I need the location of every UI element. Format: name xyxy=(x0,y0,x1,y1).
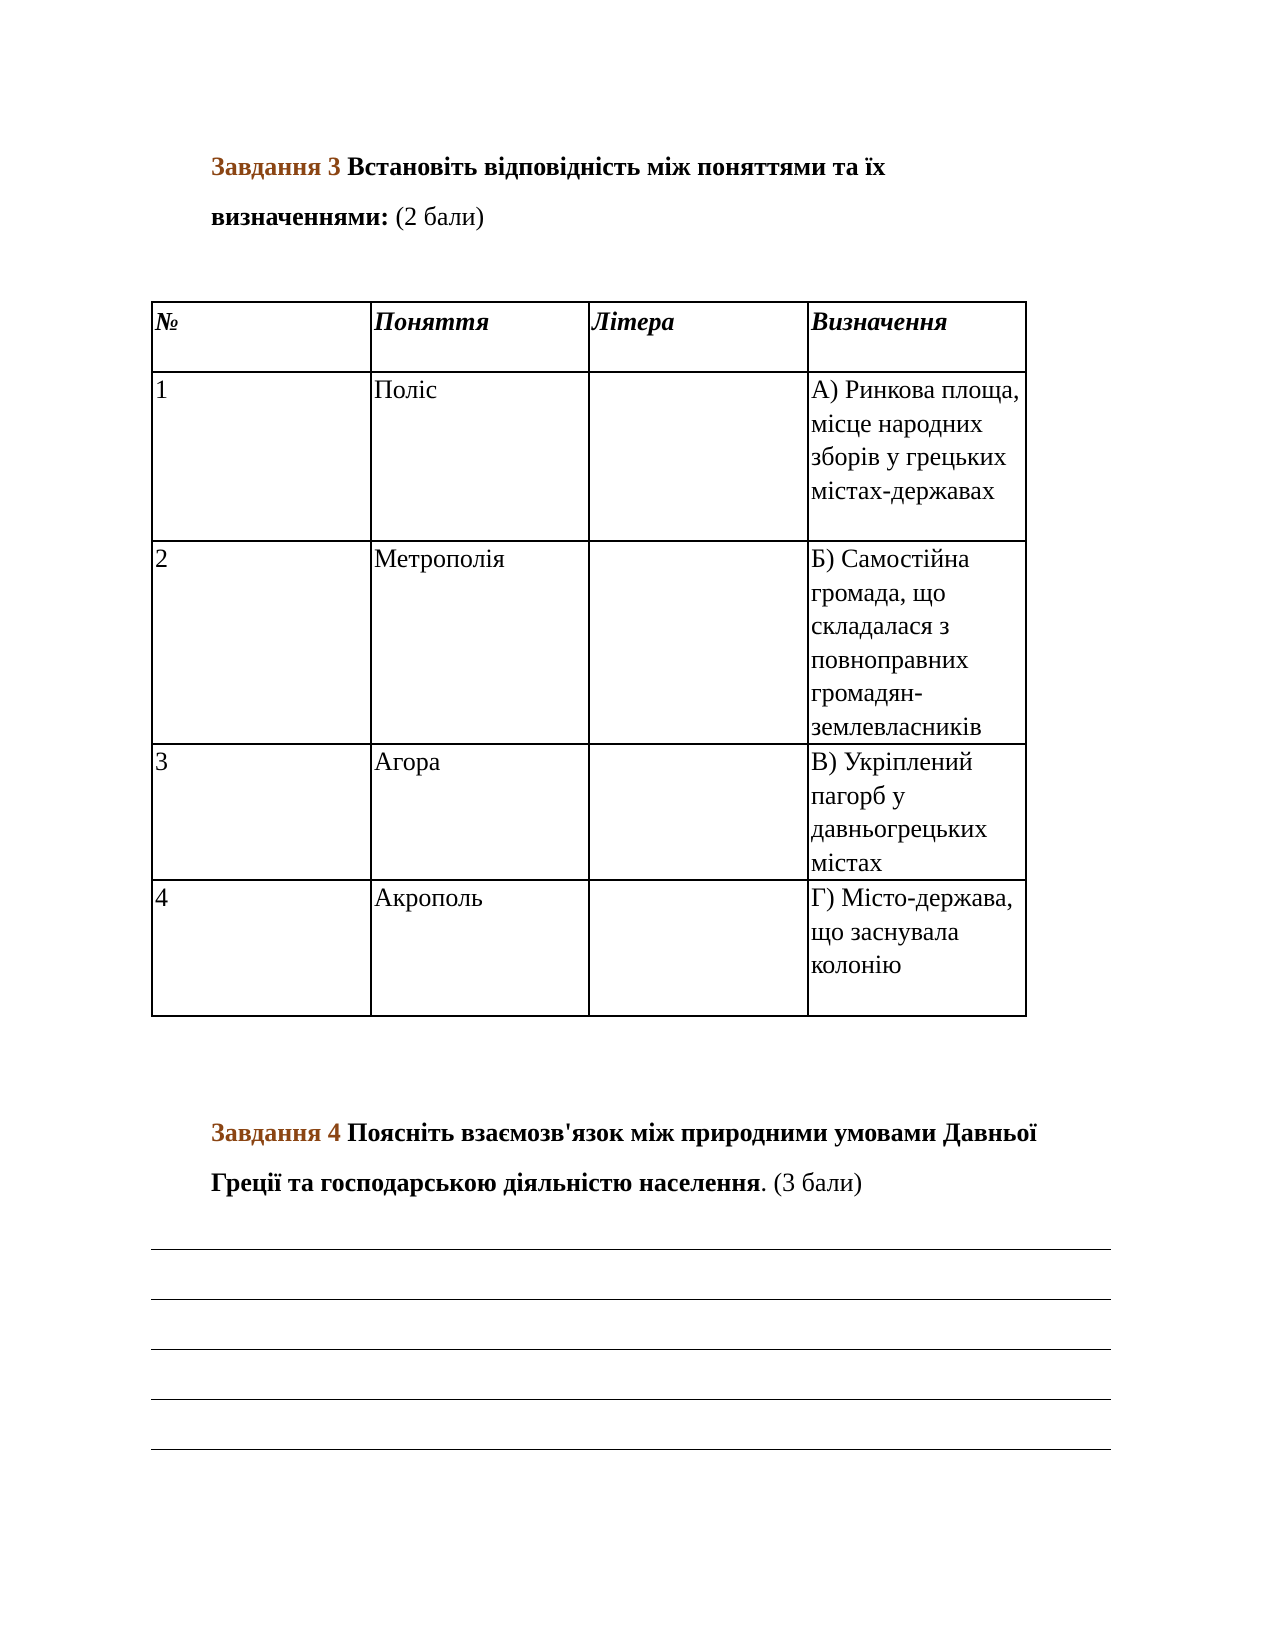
row-letter-answer-cell[interactable] xyxy=(589,541,808,744)
row-term: Метрополія xyxy=(371,541,589,744)
row-definition: А) Ринкова площа, місце народних зборів у грецьких містах-державах xyxy=(808,372,1026,541)
header-definition: Визначення xyxy=(808,302,1026,372)
table-row xyxy=(152,744,1026,880)
task-3-instruction: Встановіть відповідність між поняттями та їх визначеннями: xyxy=(211,152,886,231)
row-number: 2 xyxy=(152,541,371,744)
header-letter: Літера xyxy=(589,302,808,372)
row-term: Агора xyxy=(371,744,589,880)
task-4-label: Завдання 4 xyxy=(211,1118,341,1147)
row-letter-answer-cell[interactable] xyxy=(589,880,808,1016)
answer-line[interactable] xyxy=(151,1299,1111,1300)
task-3-points: (2 бали) xyxy=(395,202,485,231)
task-3-label: Завдання 3 xyxy=(211,152,341,181)
task-3-heading xyxy=(211,142,1031,242)
header-number: № xyxy=(152,302,371,372)
table-row xyxy=(152,541,1026,744)
row-letter-answer-cell[interactable] xyxy=(589,372,808,541)
task-4-points: . (3 бали) xyxy=(760,1168,863,1197)
answer-line[interactable] xyxy=(151,1449,1111,1450)
row-definition: Г) Місто-держава, що заснувала колонію xyxy=(808,880,1026,1016)
row-definition: В) Укріплений пагорб у давньогрецьких містах xyxy=(808,744,1026,880)
header-term: Поняття xyxy=(371,302,589,372)
row-definition: Б) Самостійна громада, що складалася з повноправних громадян-землевласників xyxy=(808,541,1026,744)
table-row xyxy=(152,372,1026,541)
matching-table xyxy=(151,301,1027,1017)
answer-line[interactable] xyxy=(151,1349,1111,1350)
row-number: 4 xyxy=(152,880,371,1016)
answer-line[interactable] xyxy=(151,1249,1111,1250)
row-number: 3 xyxy=(152,744,371,880)
task-4-heading xyxy=(211,1108,1091,1208)
row-term: Акрополь xyxy=(371,880,589,1016)
row-term: Поліс xyxy=(371,372,589,541)
row-number: 1 xyxy=(152,372,371,541)
table-row xyxy=(152,880,1026,1016)
row-letter-answer-cell[interactable] xyxy=(589,744,808,880)
answer-line[interactable] xyxy=(151,1399,1111,1400)
task-4-instruction: Поясніть взаємозв'язок між природними умовами Давньої Греції та господарською діяльністю населення xyxy=(211,1118,1037,1197)
table-header-row xyxy=(152,302,1026,372)
